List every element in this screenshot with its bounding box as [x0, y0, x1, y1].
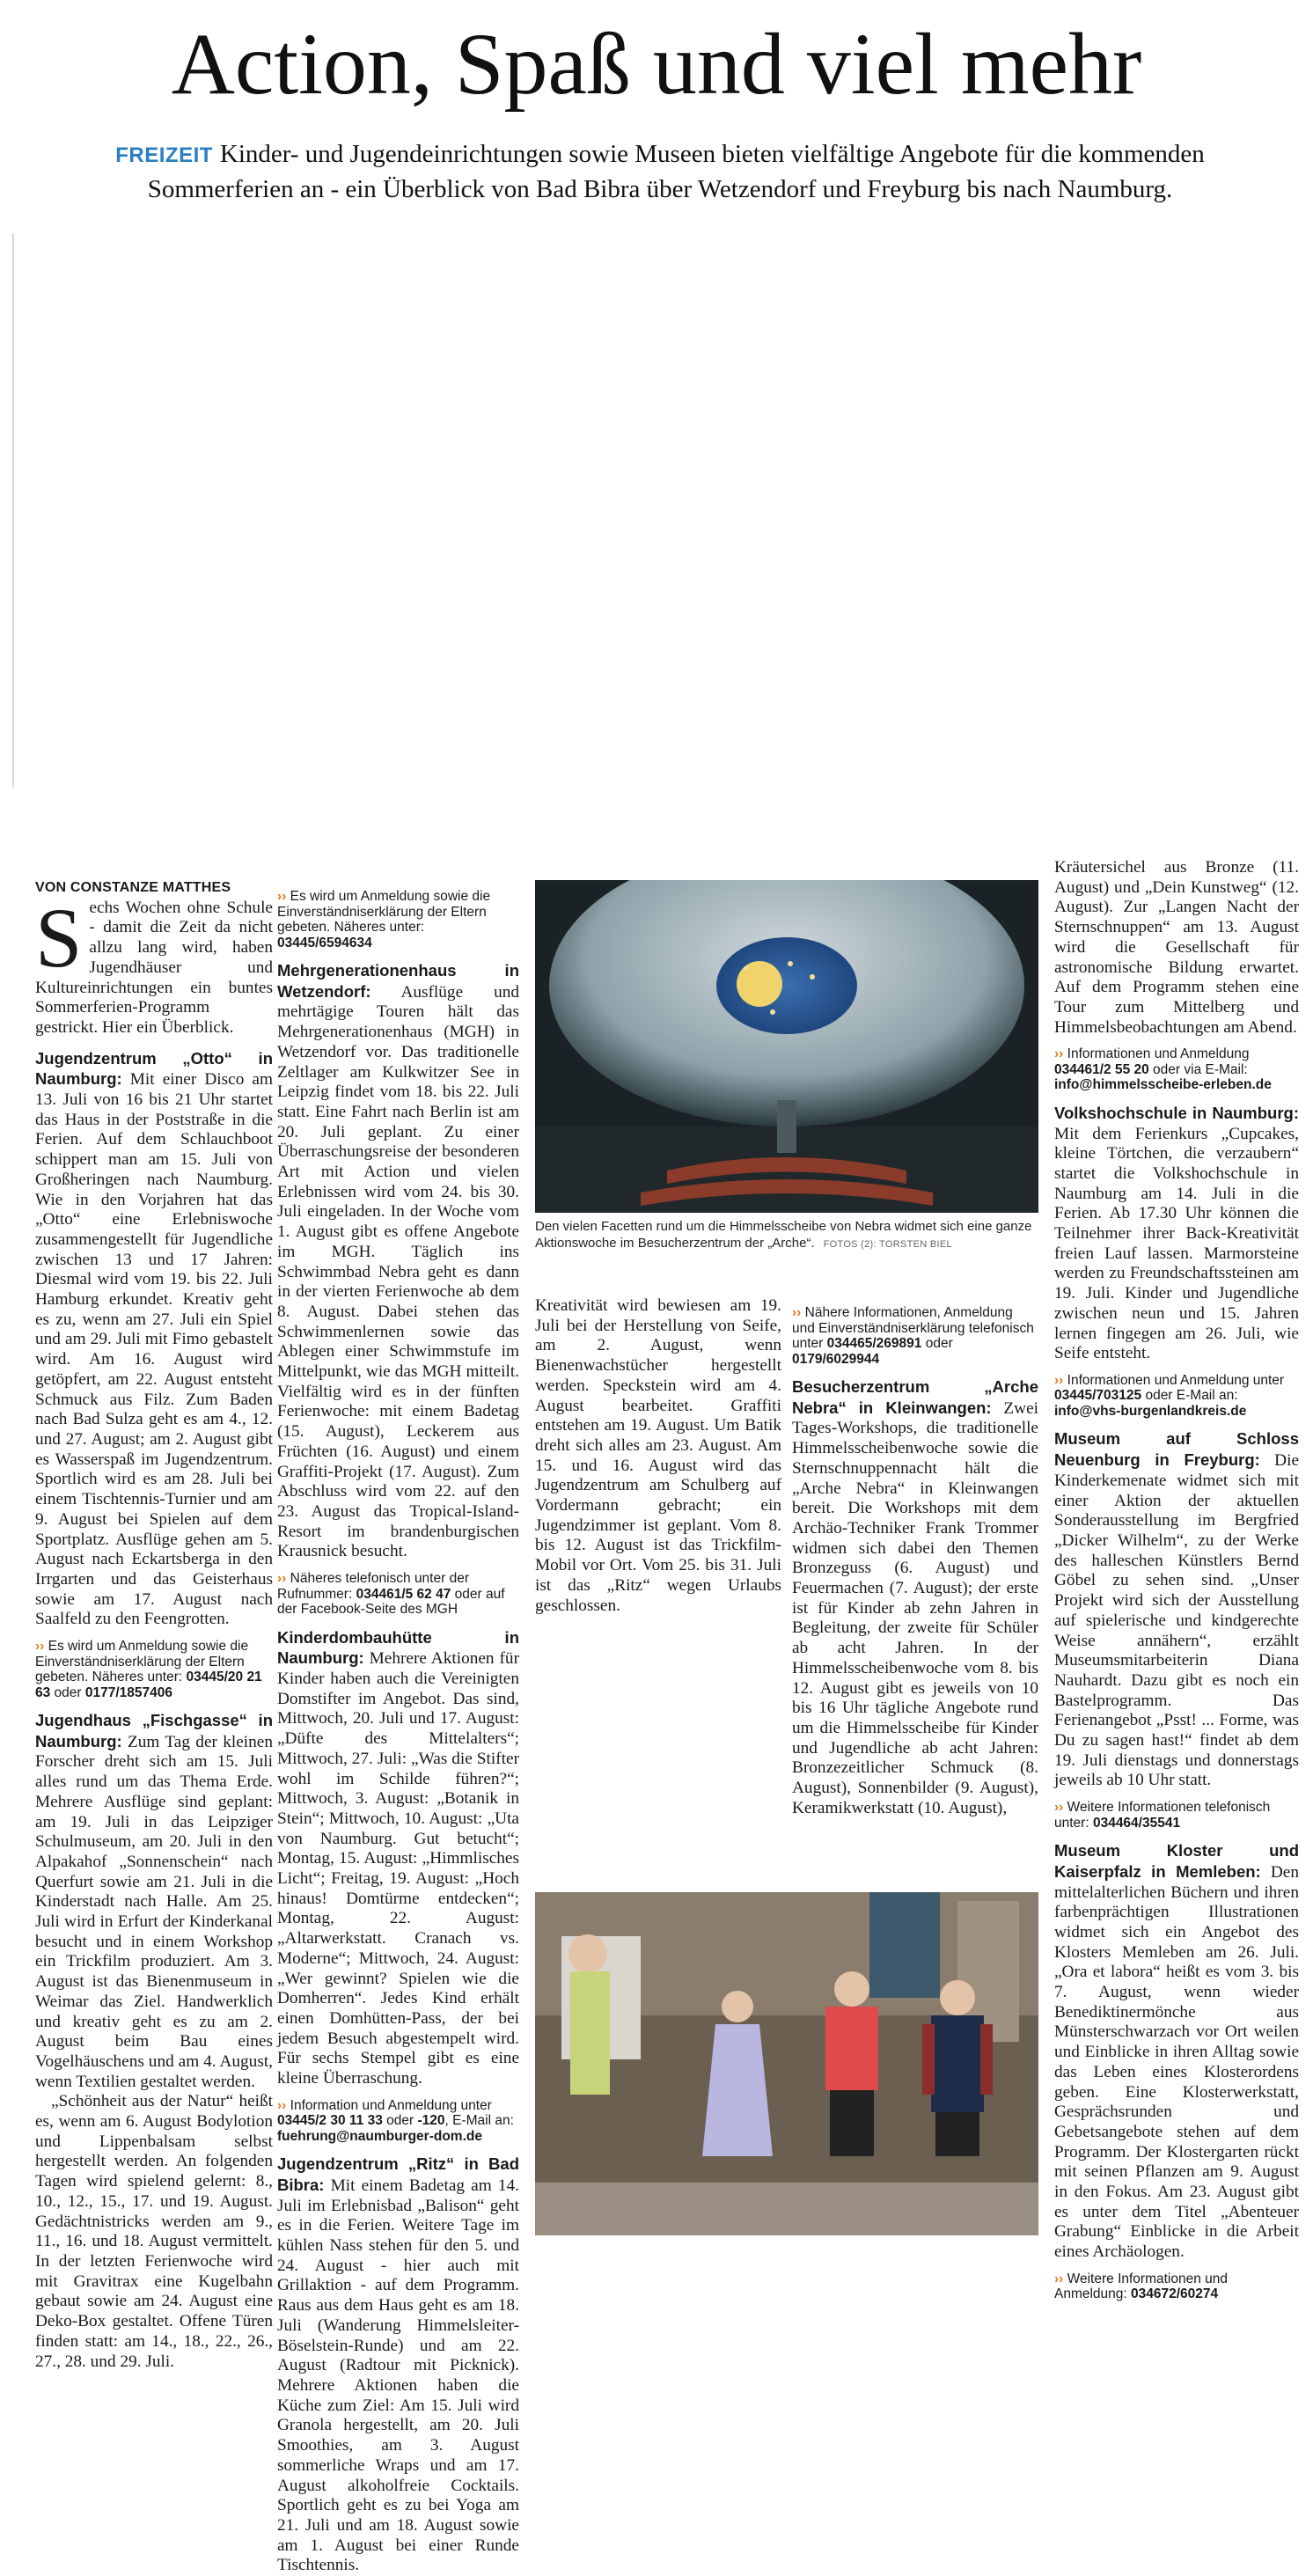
column-2: [277, 878, 519, 2576]
dome-illustration: [535, 880, 1038, 1213]
ritz-continued: Kreativität wird bewiesen am 19. Juli bei der Herstellung von Seife, am 2. August, wenn Bienenwachstücher hergestellt werden. Speckstein wird am 4. August bearbeitet. Graffiti entstehen am 19. August. Um Batik dreht sich alles am 23. August. Am 15. und 16. August wird das Jugendzentrum am Schulberg auf Vordermann gebracht; ein Jugendzimmer ist geplant. Vom 8. bis 12. August ist das Trickfilm-Mobil vor Ort. Vom 25. bis 31. Juli ist das „Ritz“ wegen Urlaubs geschlossen.: [535, 1296, 781, 1615]
photo-credit: FOTOS (2): TORSTEN BIEL: [823, 1239, 952, 1250]
photo-himmelsscheibe: [535, 880, 1038, 1213]
section-text: Die Kinderkemenate widmet sich mit einer Aktion der aktuellen Sonderausstellung im Bergfried „Dicker Wilhelm“, zu der Werke des halleschen Künstlers Bernd Göbel zu sehen sind. „Unser Projekt wird sich der Ausstellung auf spielerische und kindgerechte Weise annähern“, erzählt Museumsmitarbeiterin Diana Nauhardt. Dazu gibt es noch ein Bastelprogramm. Das Ferienangebot „Psst! ... Forme, was Du zu sagen hast!“ findet ab dem 19. Juli dienstags und donnerstags jeweils ab 10 Uhr statt.: [1054, 1451, 1300, 1790]
info-nebra: ›› Informationen und Anmeldung 034461/2 55 20 oder via E-Mail: info@himmelsscheibe-erleben.de: [1054, 1046, 1272, 1093]
info-vhs: ›› Informationen und Anmeldung unter 03445/703125 oder E-Mail an: info@vhs-burgenlandkreis.de: [1054, 1372, 1285, 1419]
section-text-2: „Schönheit aus der Natur“ heißt es, wenn am 6. August Bodylotion und Lippenbalsam selbst hergestellt werden. An folgenden Tagen wird spielend gelernt: 8., 10., 12., 15., 17. und 19. August. Gedächtnistricks werden am 9., 11., 16. und 18. August vermittelt. In der letzten Ferienwoche wird mit Gravitrax eine Kugelbahn gebaut sowie am 24. August eine Deko-Box gestaltet. Offene Türen finden statt: am 14., 18., 22., 26., 27., 28. und 29. Juli.: [35, 2092, 273, 2371]
arrow-icon: ››: [1054, 1046, 1064, 1062]
section-text: Mit einem Badetag am 14. Juli im Erlebnisbad „Balison“ geht es in die Ferien. Weitere Tage im kühlen Nass stehen für den 5. und 24. August - hier auch mit Grillaktion - auf dem Programm. Raus aus dem Haus geht es am 18. Juli (Wanderung Himmelsleiter-Böselstein-Runde) und am 22. August (Radtour mit Picknick). Mehrere Aktionen haben die Küche zum Ziel: Am 15. Juli wird Granola hergestellt, am 20. Juli Smoothies, am 3. August sommerliche Wraps und am 17. August alkoholfreie Cocktails. Sportlich geht es zu bei Yoga am 21. Juli und am 18. August sowie am 1. August bei einer Runde Tischtennis.: [277, 2176, 519, 2575]
section-memleben: [1054, 1841, 1299, 2263]
arrow-icon: ››: [792, 1305, 802, 1320]
section-heading: Kinderdombauhütte in Naumburg:: [277, 1627, 519, 1668]
section-dombau: [277, 1628, 519, 2089]
section-ritz: [277, 2154, 519, 2576]
info-otto: ›› Es wird um Anmeldung sowie die Einverständniserklärung der Eltern gebeten. Näheres unter: 03445/20 21 63 oder 0177/1857406: [35, 1639, 262, 1700]
kicker: FREIZEIT: [115, 143, 213, 167]
section-vhs: [1054, 1104, 1299, 1364]
info-ritz: ›› Nähere Informationen, Anmeldung und Einverständniserklärung telefonisch unter 034465/269891 oder 0179/6029944: [792, 1305, 1034, 1367]
arrow-icon: ››: [1054, 1372, 1064, 1388]
section-mgh: [277, 961, 519, 1562]
column-5: [1054, 858, 1299, 2313]
section-fischgasse: [35, 1711, 273, 2092]
section-heading: Besucherzentrum „Arche Nebra“ in Kleinwangen:: [792, 1377, 1038, 1417]
arrow-icon: ››: [277, 889, 287, 904]
section-text: Mit einer Disco am 13. Juli von 16 bis 21 Uhr startet das Haus in der Poststraße in die Ferien. Auf dem Schlauchboot schippert man am 15. Juli von Großheringen nach Naumburg. Wie in den Vorjahren hat das „Otto“ eine Erlebniswoche zusammengestellt für Jugendliche zwischen 13 und 17 Jahren: Diesmal wird vom 19. bis 22. Juli Hamburg erkundet. Kreativ geht es zu, wenn am 27. Juli ein Spiel und am 29. Juli mit Fimo gebastelt wird. Am 16. August wird getöpfert, am 22. August entsteht Schmuck aus Filz. Zum Baden nach Bad Sulza geht es am 4., 12. und 27. August; am 2. August gibt es Wasserspaß im Jugendzentrum. Sportlich wird es am 28. Juli bei einem Tischtennis-Turnier und am 9. August bei Spielen auf dem Sportplatz. Ausflüge gehen am 5. August nach Eckartsberga in den Irrgarten und das Geisterhaus sowie am 17. August nach Saalfeld zu den Feengrotten.: [35, 1070, 273, 1629]
section-otto: [35, 1049, 273, 1630]
section-text: Mehrere Aktionen für Kinder haben auch die Vereinigten Domstifter im Angebot. Das sind, Mittwoch, 20. Juli und 17. August: „Düfte des Mittelalters“; Mittwoch, 27. Juli: „Was die Stifter wohl im Schilde führen?“; Mittwoch, 3. August: „Botanik in Stein“; Mittwoch, 10. August: „Uta von Naumburg. Gut betucht“; Montag, 15. August: „Himmlisches Licht“; Freitag, 19. August: „Hoch hinaus! Domtürme entdecken“; Montag, 22. August: „Altarwerkstatt. Cranach vs. Moderne“; Mittwoch, 24. August: „Wer gewinnt? Spielen wie die Domherren“. Jedes Kind erhält einen Domhütten-Pass, der bei jedem Besuch abgestempelt wird. Für sechs Stempel gibt es eine kleine Überraschung.: [277, 1649, 519, 2088]
section-text: Zwei Tages-Workshops, die traditionelle Himmelsscheibenwoche sowie die Sternschnuppennacht hält die „Arche Nebra“ in Kleinwangen bereit. Die Workshops mit dem Archäo-Techniker Frank Trommer widmen sich dabei den Themen Bronzeguss (6. August) und Feuermachen (7. August); der erste ist für Kinder ab zehn Jahren in Begleitung, der zweite für Schüler ab acht Jahren. In der Himmelsscheibenwoche vom 8. bis 12. August gibt es jeweils von 10 bis 16 Uhr tägliche Angebote rund um die Himmelsscheibe für Kinder und Jugendliche ab acht Jahren: Bronzezeitlicher Schmuck (8. August), Sonnenbilder (9. August), Keramikwerkstatt (10. August),: [792, 1398, 1038, 1817]
children-illustration: [535, 1892, 1038, 2235]
dropcap: S: [35, 890, 83, 985]
lead: [53, 137, 1267, 206]
section-text: Zum Tag der kleinen Forscher dreht sich am 15. Juli alles rund um das Thema Erde. Mehrere Ausflüge sind geplant: am 19. Juli in das Leipziger Schulmuseum, am 20. Juli in den Alpakahof „Sonnenschein“ nach Querfurt sowie am 21. Juli in die Kinderstadt nach Halle. Am 25. Juli wird in Erfurt der Kinderkanal besucht und in einem Workshop ein Trickfilm produziert. Am 3. August ist das Bienenmuseum in Weimar das Ziel. Handwerklich und kreativ geht es zu am 2. August beim Bau eines Vogelhäuschens und am 4. August, wenn Textilien gestaltet werden.: [35, 1732, 273, 2091]
arrow-icon: ››: [1054, 1800, 1064, 1816]
headline: Action, Spaß und viel mehr: [171, 15, 1142, 113]
section-nebra: [792, 1377, 1038, 1818]
section-heading: Volkshochschule in Naumburg:: [1054, 1103, 1299, 1122]
info-fischgasse: ›› Es wird um Anmeldung sowie die Einverständniserklärung der Eltern gebeten. Näheres unter: 03445/6594634: [277, 889, 491, 950]
nebra-continued: Kräutersichel aus Bronze (11. August) und „Dein Kunstweg“ (12. August). Zur „Langen Nacht der Sternschnuppen“ am 13. August wird die Gesellschaft für astronomische Bildung erwartet. Auf dem Programm stehen eine Tour zum Mittelberg und Himmelsbeobachtungen am Abend.: [1054, 858, 1299, 1037]
intro-text: echs Wochen ohne Schule - damit die Zeit da nicht allzu lang wird, haben Jugendhäuser und Kultureinrichtungen ein buntes Sommerferien-Programm gestrickt. Hier ein Überblick.: [35, 898, 273, 1037]
section-neuenburg: [1054, 1429, 1299, 1791]
section-heading: Jugendhaus „Fischgasse“ in Naumburg:: [35, 1711, 273, 1750]
arrow-icon: ››: [1054, 2271, 1064, 2286]
section-text: Mit dem Ferienkurs „Cupcakes, kleine Törtchen, die verzaubern“ startet die Volkshochschule in Naumburg am 14. Juli in die Ferien. Ab 17.30 Uhr können die Teilnehmer ihrer Back-Kreativität freien Lauf lassen. Marmorsteine werden zu Freundschaftssteinen am 19. Juli. Kinder und Jugendliche zwischen neun und 15. Jahren lernen fingegen am 26. Juli, wie Seife entsteht.: [1054, 1124, 1299, 1363]
section-text: Ausflüge und mehrtägige Touren hält das Mehrgenerationenhaus (MGH) in Wetzendorf vor. Das traditionelle Zeltlager am Kulkwitzer See in Leipzig findet vom 18. bis 22. Juli statt. Eine Fahrt nach Berlin ist am 20. Juli geplant. Zu einer Überraschungsreise der besonderen Art mit Action und vielen Erlebnissen wird vom 24. bis 30. Juli eingeladen. In der Woche vom 1. August gibt es offene Angebote im MGH. Täglich ins Schwimmbad Nebra geht es dann in der vierten Ferienwoche ab dem 8. August. Dabei stehen das Schwimmenlernen sowie das Ablegen einer Schwimmstufe im Mittelpunkt, wie das MGH mitteilt. Vielfältig wird es in der fünften Ferienwoche: mit einem Badetag (15. August), Leckerem aus Früchten (16. August) und einem Graffiti-Projekt (17. August). Zum Abschluss wird vom 22. auf den 23. August das Tropical-Island-Resort im brandenburgischen Krausnick besucht.: [277, 982, 519, 1561]
info-dombau: ›› Information und Anmeldung unter 03445/2 30 11 33 oder -120, E-Mail an: fuehrung@naumburger-dom.de: [277, 2097, 514, 2144]
lead-text: Kinder- und Jugendeinrichtungen sowie Museen bieten vielfältige Angebote für die kommenden Sommerferien an - ein Überblick von Bad Bibra über Wetzendorf und Freyburg bis nach Naumburg.: [147, 140, 1205, 203]
info-memleben: ›› Weitere Informationen und Anmeldung: 034672/60274: [1054, 2271, 1229, 2302]
caption-1: Den vielen Facetten rund um die Himmelsscheibe von Nebra widmet sich eine ganze Aktionswoche im Besucherzentrum der „Arche“. FOTOS (2): TORSTEN BIEL: [535, 1219, 1032, 1251]
arrow-icon: ››: [277, 1571, 287, 1587]
column-3: [535, 1296, 781, 1616]
intro: [35, 890, 273, 1038]
section-text: Den mittelalterlichen Büchern und ihren farbenprächtigen Illustrationen widmet sich ein Angebot des Klosters Memleben am 26. Juli. „Ora et labora“ heißt es vom 3. bis 7. August, wenn wieder Benediktinermönche aus Münsterschwarzach vor Ort weilen und Einblicke in ihren Alltag sowie das Leben eines Klosterordens geben. Eine Klosterwerkstatt, Gesprächsrunden und Gebetsangebote stehen auf dem Programm. Der Klostergarten rückt mit seinen Pflanzen am 9. August in den Fokus. Am 23. August gibt es unter dem Titel „Abenteuer Grabung“ Einblicke in die Arbeit eines Archäologen.: [1054, 1862, 1299, 2262]
section-heading: Jugendzentrum „Otto“ in Naumburg:: [35, 1048, 273, 1089]
byline: VON CONSTANZE MATTHES: [35, 880, 231, 895]
section-heading: Mehrgenerationenhaus in Wetzendorf:: [277, 961, 519, 1001]
info-neuenburg: ›› Weitere Informationen telefonisch unter: 034464/35541: [1054, 1800, 1271, 1831]
arrow-icon: ››: [35, 1639, 45, 1655]
divider: [12, 233, 14, 788]
arrow-icon: ››: [277, 2097, 287, 2113]
column-1: [35, 878, 273, 2372]
section-heading: Jugendzentrum „Ritz“ in Bad Bibra:: [277, 2154, 519, 2194]
photo-kinderdombauhuette: [535, 1892, 1038, 2235]
column-4: [792, 1296, 1038, 1818]
info-mgh: ›› Näheres telefonisch unter der Rufnummer: 034461/5 62 47 oder auf der Facebook-Seite des MGH: [277, 1571, 505, 1618]
section-heading: Museum Kloster und Kaiserpfalz in Memleben:: [1054, 1841, 1299, 1881]
section-heading: Museum auf Schloss Neuenburg in Freyburg:: [1054, 1429, 1299, 1470]
